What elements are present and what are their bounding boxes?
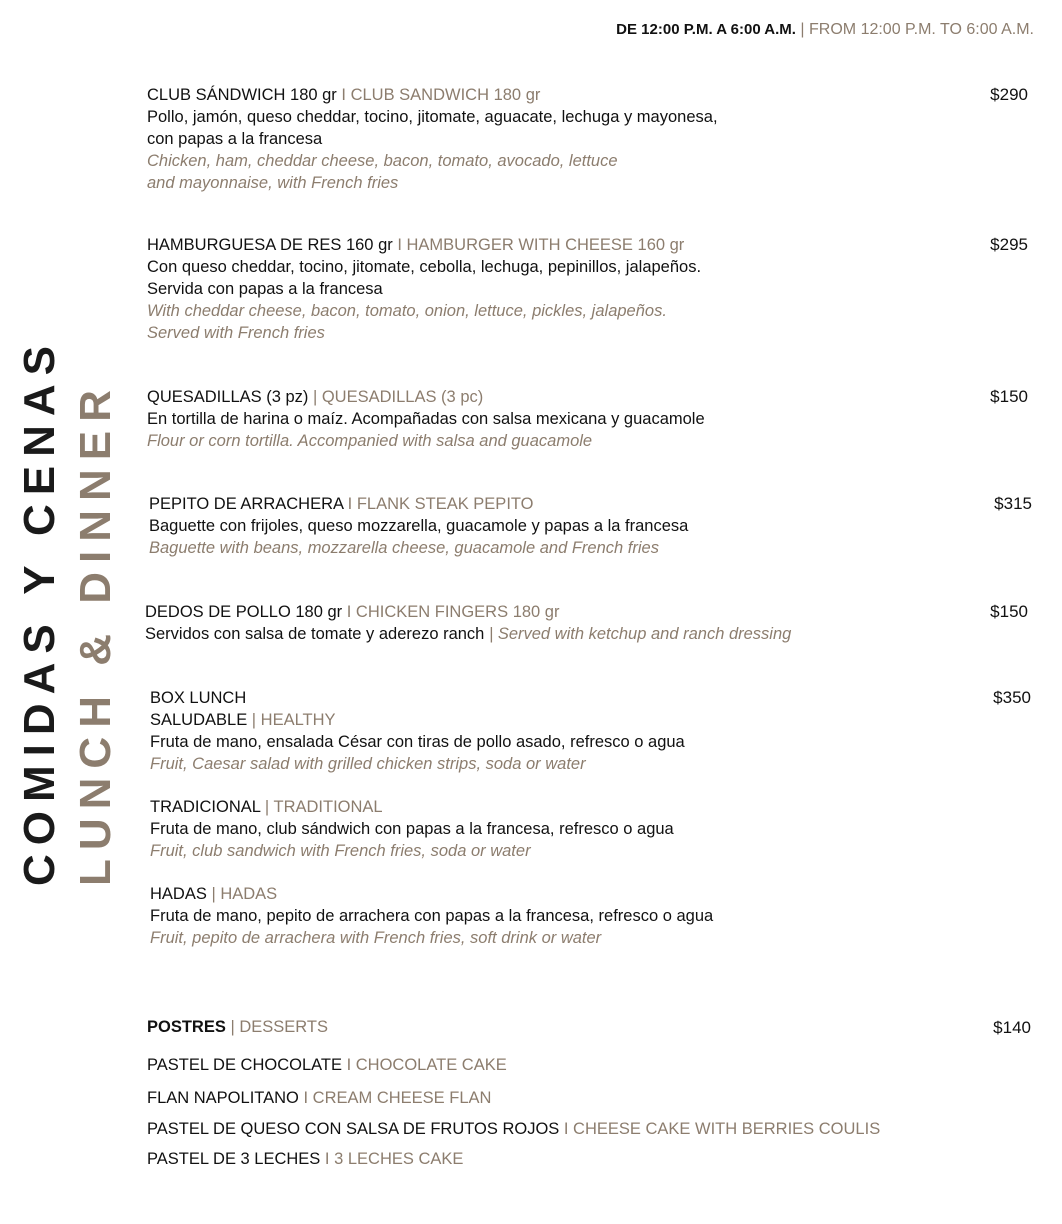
box-option-es: SALUDABLE [150, 711, 248, 729]
item-title-es: QUESADILLAS (3 pz) [147, 388, 309, 406]
menu-item-pepito [149, 493, 688, 559]
dessert-item [147, 1150, 463, 1169]
item-title-en: I CHICKEN FINGERS 180 gr [342, 603, 560, 621]
menu-item-box-lunch [150, 687, 713, 949]
menu-item-quesadillas [147, 386, 705, 452]
item-desc-es: Servidos con salsa de tomate y aderezo ranch [145, 625, 485, 643]
desserts-title-en: | DESSERTS [225, 1018, 328, 1036]
dessert-item [147, 1089, 491, 1108]
item-desc-en: Served with French fries [147, 324, 325, 342]
menu-item-club-sandwich [147, 84, 718, 194]
item-desc-en: Flour or corn tortilla. Accompanied with salsa and guacamole [147, 432, 593, 450]
item-title-en: I CLUB SANDWICH 180 gr [336, 86, 541, 104]
box-option-desc-en: Fruit, Caesar salad with grilled chicken strips, soda or water [150, 755, 586, 773]
item-desc-es: Con queso cheddar, tocino, jitomate, cebolla, lechuga, pepinillos, jalapeños. [147, 258, 702, 276]
item-price: $295 [990, 235, 1028, 254]
menu-item-chicken-fingers [145, 601, 791, 645]
item-desc-es: Servida con papas a la francesa [147, 280, 383, 298]
dessert-item-es: PASTEL DE QUESO CON SALSA DE FRUTOS ROJOS [147, 1120, 560, 1138]
item-desc-en: Chicken, ham, cheddar cheese, bacon, tomato, avocado, lettuce [147, 152, 618, 170]
box-option-desc-es: Fruta de mano, ensalada César con tiras de pollo asado, refresco o agua [150, 733, 685, 751]
item-desc-es: Baguette con frijoles, queso mozzarella, guacamole y papas a la francesa [149, 517, 689, 535]
item-title-en: I HAMBURGER WITH CHEESE 160 gr [392, 236, 685, 254]
box-lunch-title: BOX LUNCH [150, 689, 247, 707]
desserts-heading [147, 1018, 328, 1037]
hours-es: DE 12:00 P.M. A 6:00 A.M. [616, 21, 796, 38]
item-title-es: HAMBURGUESA DE RES 160 gr [147, 236, 393, 254]
item-price: $150 [990, 602, 1028, 621]
hours-en: | FROM 12:00 P.M. TO 6:00 A.M. [795, 21, 1034, 38]
item-title-en: I FLANK STEAK PEPITO [343, 495, 534, 513]
box-option-desc-en: Fruit, club sandwich with French fries, soda or water [150, 842, 531, 860]
side-title-es: COMIDAS Y CENAS [15, 336, 64, 886]
dessert-item-en: I CHEESE CAKE WITH BERRIES COULIS [559, 1120, 881, 1138]
item-price: $290 [990, 85, 1028, 104]
section-side-title [12, 326, 120, 886]
box-option-es: HADAS [150, 885, 207, 903]
dessert-item-en: I 3 LECHES CAKE [320, 1150, 464, 1168]
dessert-item-en: I CHOCOLATE CAKE [342, 1056, 507, 1074]
dessert-item [147, 1056, 507, 1075]
menu-item-hamburger [147, 234, 701, 344]
box-option-desc-es: Fruta de mano, club sándwich con papas a la francesa, refresco o agua [150, 820, 674, 838]
item-price: $315 [994, 494, 1032, 513]
desserts-price: $140 [993, 1018, 1031, 1037]
desserts-title-es: POSTRES [147, 1018, 226, 1036]
dessert-item-es: PASTEL DE 3 LECHES [147, 1150, 321, 1168]
item-title-es: CLUB SÁNDWICH 180 gr [147, 86, 337, 104]
box-option-en: | HADAS [206, 885, 278, 903]
dessert-item-es: FLAN NAPOLITANO [147, 1089, 299, 1107]
item-desc-es: con papas a la francesa [147, 130, 323, 148]
dessert-item-es: PASTEL DE CHOCOLATE [147, 1056, 342, 1074]
box-option-en: | HEALTHY [247, 711, 336, 729]
item-desc-en: With cheddar cheese, bacon, tomato, onion, lettuce, pickles, jalapeños. [147, 302, 667, 320]
dessert-item [147, 1120, 880, 1139]
item-price: $150 [990, 387, 1028, 406]
box-option-es: TRADICIONAL [150, 798, 261, 816]
side-title-en: LUNCH & DINNER [71, 381, 120, 886]
item-desc-es: Pollo, jamón, queso cheddar, tocino, jitomate, aguacate, lechuga y mayonesa, [147, 108, 718, 126]
item-title-es: PEPITO DE ARRACHERA [149, 495, 344, 513]
box-option-en: | TRADITIONAL [260, 798, 383, 816]
service-hours [616, 21, 1034, 39]
item-desc-en: | Served with ketchup and ranch dressing [484, 625, 792, 643]
box-option-desc-es: Fruta de mano, pepito de arrachera con papas a la francesa, refresco o agua [150, 907, 714, 925]
item-desc-es: En tortilla de harina o maíz. Acompañadas con salsa mexicana y guacamole [147, 410, 705, 428]
dessert-item-en: I CREAM CHEESE FLAN [298, 1089, 492, 1107]
item-price: $350 [993, 688, 1031, 707]
item-title-es: DEDOS DE POLLO 180 gr [145, 603, 343, 621]
box-option-desc-en: Fruit, pepito de arrachera with French fries, soft drink or water [150, 929, 602, 947]
item-desc-en: Baguette with beans, mozzarella cheese, guacamole and French fries [149, 539, 659, 557]
item-desc-en: and mayonnaise, with French fries [147, 174, 399, 192]
item-title-en: | QUESADILLAS (3 pc) [308, 388, 484, 406]
